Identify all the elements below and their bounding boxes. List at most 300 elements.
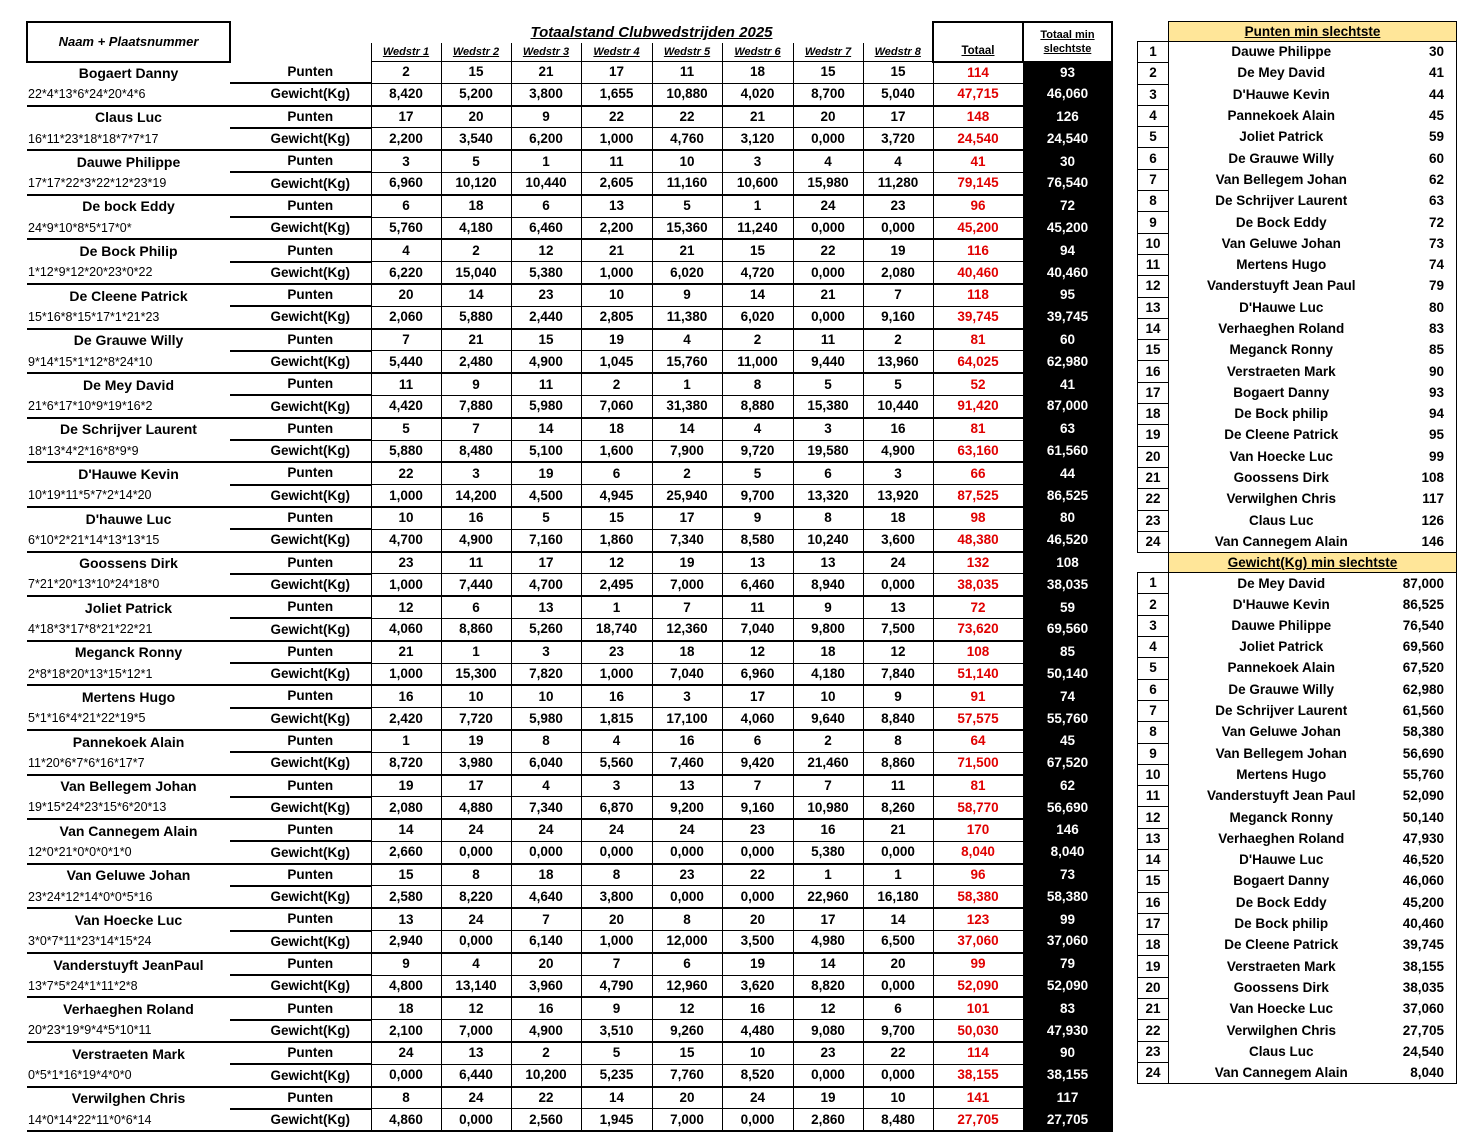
ranking-row bbox=[1138, 212, 1457, 233]
ranking-row bbox=[1138, 977, 1457, 998]
points-cell: 9 bbox=[652, 284, 722, 306]
page-title: Totaalstand Clubwedstrijden 2025 bbox=[530, 24, 773, 41]
ranking-position: 20 bbox=[1138, 446, 1169, 467]
ranking-position: 16 bbox=[1138, 892, 1169, 913]
points-cell: 19 bbox=[441, 730, 511, 752]
ranking-row bbox=[1138, 127, 1457, 148]
points-cell: 3 bbox=[511, 641, 581, 663]
weight-cell: 7,900 bbox=[652, 440, 722, 462]
ranking-position: 11 bbox=[1138, 786, 1169, 807]
points-cell: 4 bbox=[652, 329, 722, 351]
weight-cell: 8,580 bbox=[722, 529, 793, 551]
points-cell: 12 bbox=[441, 997, 511, 1019]
points-cell: 5 bbox=[581, 1042, 652, 1064]
points-cell: 18 bbox=[441, 195, 511, 217]
ranking-value: 74 bbox=[1388, 254, 1457, 275]
ranking-name: De Mey David bbox=[1169, 63, 1388, 84]
ranking-row bbox=[1138, 764, 1457, 785]
weight-cell: 0,000 bbox=[581, 841, 652, 863]
weight-cell: 11,380 bbox=[652, 306, 722, 328]
player-name: Verhaeghen Roland bbox=[63, 1001, 194, 1018]
weight-cell: 0,000 bbox=[863, 841, 933, 863]
ranking-position: 15 bbox=[1138, 871, 1169, 892]
ranking-value: 93 bbox=[1388, 382, 1457, 403]
points-cell: 24 bbox=[581, 819, 652, 841]
player-name: D'Hauwe Kevin bbox=[78, 465, 179, 482]
weight-cell: 7,040 bbox=[652, 663, 722, 685]
points-cell: 24 bbox=[511, 819, 581, 841]
weight-cell: 8,480 bbox=[863, 1109, 933, 1131]
weight-cell: 17,100 bbox=[652, 708, 722, 730]
player-weight-row bbox=[27, 931, 1112, 953]
points-min-worst: 72 bbox=[1023, 195, 1112, 217]
weight-cell: 0,000 bbox=[652, 841, 722, 863]
weight-cell: 7,820 bbox=[511, 663, 581, 685]
ranking-name: Van Bellegem Johan bbox=[1169, 743, 1388, 764]
points-cell: 3 bbox=[371, 150, 441, 172]
ranking-position: 12 bbox=[1138, 807, 1169, 828]
points-cell: 10 bbox=[371, 507, 441, 529]
player-points-row bbox=[27, 106, 1112, 128]
points-cell: 3 bbox=[863, 462, 933, 484]
weight-cell: 22,960 bbox=[793, 886, 863, 908]
weight-cell: 7,000 bbox=[652, 574, 722, 596]
player-weight-row bbox=[27, 306, 1112, 328]
weight-min-worst: 86,525 bbox=[1023, 485, 1112, 507]
points-min-worst: 99 bbox=[1023, 908, 1112, 930]
weight-cell: 4,945 bbox=[581, 485, 652, 507]
ranking-row bbox=[1138, 573, 1457, 594]
weight-total: 57,575 bbox=[933, 708, 1023, 730]
weight-cell: 15,380 bbox=[793, 395, 863, 417]
points-cell: 8 bbox=[652, 908, 722, 930]
points-cell: 4 bbox=[863, 150, 933, 172]
points-cell: 7 bbox=[581, 953, 652, 975]
points-total: 72 bbox=[933, 596, 1023, 618]
points-cell: 1 bbox=[793, 864, 863, 886]
ranking-name: Pannekoek Alain bbox=[1169, 658, 1388, 679]
ranking-value: 46,060 bbox=[1388, 871, 1457, 892]
weight-cell: 15,980 bbox=[793, 172, 863, 194]
player-places: 21*6*17*10*9*19*16*2 bbox=[27, 395, 230, 417]
points-cell: 6 bbox=[371, 195, 441, 217]
points-min-worst: 85 bbox=[1023, 641, 1112, 663]
points-total: 96 bbox=[933, 864, 1023, 886]
punten-label: Punten bbox=[230, 373, 371, 395]
points-cell: 13 bbox=[581, 195, 652, 217]
points-cell: 16 bbox=[793, 819, 863, 841]
ranking-row bbox=[1138, 743, 1457, 764]
points-cell: 8 bbox=[793, 507, 863, 529]
player-points-row bbox=[27, 997, 1112, 1019]
weight-cell: 0,000 bbox=[793, 128, 863, 150]
points-cell: 21 bbox=[511, 62, 581, 84]
player-name: Van Bellegem Johan bbox=[60, 778, 197, 795]
player-points-row bbox=[27, 864, 1112, 886]
ranking-value: 60 bbox=[1388, 148, 1457, 169]
weight-min-worst: 69,560 bbox=[1023, 618, 1112, 640]
points-cell: 5 bbox=[652, 195, 722, 217]
ranking-row bbox=[1138, 361, 1457, 382]
weight-min-worst: 46,060 bbox=[1023, 83, 1112, 105]
ranking-name: De Bock philip bbox=[1169, 404, 1388, 425]
points-cell: 3 bbox=[793, 418, 863, 440]
weight-cell: 5,880 bbox=[371, 440, 441, 462]
ranking-value: 52,090 bbox=[1388, 786, 1457, 807]
player-name: De Mey David bbox=[82, 376, 175, 393]
weight-cell: 6,220 bbox=[371, 262, 441, 284]
points-cell: 10 bbox=[863, 1087, 933, 1109]
weight-cell: 9,200 bbox=[652, 797, 722, 819]
weight-cell: 4,860 bbox=[371, 1109, 441, 1131]
ranking-value: 80 bbox=[1388, 297, 1457, 318]
points-cell: 13 bbox=[863, 596, 933, 618]
weight-cell: 8,840 bbox=[863, 708, 933, 730]
weight-cell: 3,720 bbox=[863, 128, 933, 150]
header-wedstr-7: Wedstr 7 bbox=[793, 43, 863, 62]
gewicht-label: Gewicht(Kg) bbox=[230, 395, 371, 417]
points-cell: 9 bbox=[722, 507, 793, 529]
points-min-worst: 79 bbox=[1023, 953, 1112, 975]
points-cell: 23 bbox=[581, 641, 652, 663]
weight-cell: 2,660 bbox=[371, 841, 441, 863]
player-weight-row bbox=[27, 574, 1112, 596]
punten-label: Punten bbox=[230, 62, 371, 84]
player-name: Joliet Patrick bbox=[84, 599, 173, 616]
points-cell: 22 bbox=[581, 106, 652, 128]
ranking-value: 8,040 bbox=[1388, 1062, 1457, 1083]
weight-cell: 4,790 bbox=[581, 975, 652, 997]
player-places: 11*20*6*7*6*16*17*7 bbox=[27, 752, 230, 774]
points-cell: 14 bbox=[652, 418, 722, 440]
points-cell: 5 bbox=[863, 373, 933, 395]
weight-cell: 4,180 bbox=[793, 663, 863, 685]
punten-label: Punten bbox=[230, 641, 371, 663]
weight-min-worst: 52,090 bbox=[1023, 975, 1112, 997]
weight-total: 47,715 bbox=[933, 83, 1023, 105]
weight-min-worst: 38,155 bbox=[1023, 1064, 1112, 1086]
weight-cell: 12,000 bbox=[652, 931, 722, 953]
punten-label: Punten bbox=[230, 953, 371, 975]
points-cell: 15 bbox=[722, 239, 793, 261]
points-cell: 2 bbox=[652, 462, 722, 484]
punten-label: Punten bbox=[230, 908, 371, 930]
player-points-row bbox=[27, 775, 1112, 797]
points-cell: 9 bbox=[581, 997, 652, 1019]
points-cell: 7 bbox=[511, 908, 581, 930]
points-cell: 22 bbox=[863, 1042, 933, 1064]
points-cell: 22 bbox=[371, 462, 441, 484]
player-weight-row bbox=[27, 663, 1112, 685]
player-points-row bbox=[27, 730, 1112, 752]
points-cell: 8 bbox=[441, 864, 511, 886]
points-cell: 14 bbox=[441, 284, 511, 306]
weight-cell: 5,980 bbox=[511, 395, 581, 417]
weight-cell: 3,120 bbox=[722, 128, 793, 150]
player-weight-row bbox=[27, 975, 1112, 997]
ranking-name: Van Cannegem Alain bbox=[1169, 531, 1388, 552]
points-cell: 15 bbox=[581, 507, 652, 529]
points-cell: 19 bbox=[371, 775, 441, 797]
weight-cell: 6,040 bbox=[511, 752, 581, 774]
ranking-name: De Mey David bbox=[1169, 573, 1388, 594]
weight-min-worst: 67,520 bbox=[1023, 752, 1112, 774]
ranking-name: Joliet Patrick bbox=[1169, 127, 1388, 148]
header-wedstr-5: Wedstr 5 bbox=[652, 43, 722, 62]
weight-cell: 4,900 bbox=[511, 351, 581, 373]
ranking-row bbox=[1138, 84, 1457, 105]
points-cell: 2 bbox=[722, 329, 793, 351]
weight-cell: 1,860 bbox=[581, 529, 652, 551]
points-cell: 15 bbox=[441, 62, 511, 84]
punten-label: Punten bbox=[230, 195, 371, 217]
gewicht-label: Gewicht(Kg) bbox=[230, 529, 371, 551]
weight-cell: 10,600 bbox=[722, 172, 793, 194]
standings-sheet bbox=[26, 21, 1113, 1132]
punten-label: Punten bbox=[230, 685, 371, 707]
ranking-value: 58,380 bbox=[1388, 722, 1457, 743]
weight-cell: 2,100 bbox=[371, 1020, 441, 1042]
ranking-position: 12 bbox=[1138, 276, 1169, 297]
weight-cell: 7,060 bbox=[581, 395, 652, 417]
player-weight-row bbox=[27, 172, 1112, 194]
ranking-value: 55,760 bbox=[1388, 764, 1457, 785]
ranking-name: Claus Luc bbox=[1169, 510, 1388, 531]
points-cell: 11 bbox=[581, 150, 652, 172]
player-points-row bbox=[27, 62, 1112, 84]
ranking-value: 45,200 bbox=[1388, 892, 1457, 913]
weight-cell: 2,805 bbox=[581, 306, 652, 328]
points-cell: 18 bbox=[722, 62, 793, 84]
points-cell: 4 bbox=[371, 239, 441, 261]
points-cell: 6 bbox=[511, 195, 581, 217]
ranking-position: 15 bbox=[1138, 340, 1169, 361]
points-cell: 14 bbox=[863, 908, 933, 930]
weight-cell: 1,000 bbox=[581, 128, 652, 150]
ranking-name: De Cleene Patrick bbox=[1169, 425, 1388, 446]
points-cell: 13 bbox=[441, 1042, 511, 1064]
points-cell: 1 bbox=[652, 373, 722, 395]
points-cell: 17 bbox=[652, 507, 722, 529]
weight-cell: 4,020 bbox=[722, 83, 793, 105]
player-places: 13*7*5*24*1*11*2*8 bbox=[27, 975, 230, 997]
points-cell: 20 bbox=[652, 1087, 722, 1109]
ranking-position: 10 bbox=[1138, 764, 1169, 785]
header-wedstr-2: Wedstr 2 bbox=[441, 43, 511, 62]
weight-total: 51,140 bbox=[933, 663, 1023, 685]
points-cell: 6 bbox=[652, 953, 722, 975]
weight-cell: 4,880 bbox=[441, 797, 511, 819]
punten-label: Punten bbox=[230, 997, 371, 1019]
player-points-row bbox=[27, 596, 1112, 618]
player-weight-row bbox=[27, 1020, 1112, 1042]
player-places: 7*21*20*13*10*24*18*0 bbox=[27, 574, 230, 596]
header-wedstr-1: Wedstr 1 bbox=[371, 43, 441, 62]
player-weight-row bbox=[27, 262, 1112, 284]
points-cell: 14 bbox=[793, 953, 863, 975]
header-totaal-min: Totaal min slechtste bbox=[1023, 22, 1112, 62]
player-weight-row bbox=[27, 618, 1112, 640]
ranking-name: Claus Luc bbox=[1169, 1041, 1388, 1062]
weight-cell: 5,880 bbox=[441, 306, 511, 328]
points-cell: 21 bbox=[863, 819, 933, 841]
points-cell: 19 bbox=[863, 239, 933, 261]
ranking-value: 79 bbox=[1388, 276, 1457, 297]
weight-total: 79,145 bbox=[933, 172, 1023, 194]
ranking-value: 47,930 bbox=[1388, 828, 1457, 849]
ranking-name: Verstraeten Mark bbox=[1169, 956, 1388, 977]
player-name: Verwilghen Chris bbox=[71, 1090, 186, 1107]
ranking-value: 40,460 bbox=[1388, 913, 1457, 934]
ranking-row bbox=[1138, 531, 1457, 552]
points-cell: 3 bbox=[652, 685, 722, 707]
weight-cell: 9,160 bbox=[863, 306, 933, 328]
points-cell: 19 bbox=[722, 953, 793, 975]
points-cell: 9 bbox=[441, 373, 511, 395]
points-cell: 4 bbox=[511, 775, 581, 797]
points-cell: 23 bbox=[793, 1042, 863, 1064]
ranking-value: 72 bbox=[1388, 212, 1457, 233]
gewicht-label: Gewicht(Kg) bbox=[230, 217, 371, 239]
weight-cell: 10,200 bbox=[511, 1064, 581, 1086]
points-total: 101 bbox=[933, 997, 1023, 1019]
weight-cell: 2,940 bbox=[371, 931, 441, 953]
ranking-value: 62,980 bbox=[1388, 679, 1457, 700]
weight-cell: 12,360 bbox=[652, 618, 722, 640]
player-name: Claus Luc bbox=[95, 109, 162, 126]
points-cell: 11 bbox=[371, 373, 441, 395]
points-total: 132 bbox=[933, 552, 1023, 574]
points-total: 64 bbox=[933, 730, 1023, 752]
weight-min-worst: 47,930 bbox=[1023, 1020, 1112, 1042]
points-cell: 23 bbox=[371, 552, 441, 574]
player-weight-row bbox=[27, 351, 1112, 373]
weight-cell: 7,000 bbox=[441, 1020, 511, 1042]
gewicht-label: Gewicht(Kg) bbox=[230, 663, 371, 685]
points-cell: 23 bbox=[863, 195, 933, 217]
weight-total: 52,090 bbox=[933, 975, 1023, 997]
points-cell: 18 bbox=[863, 507, 933, 529]
player-weight-row bbox=[27, 1064, 1112, 1086]
ranking-position: 13 bbox=[1138, 297, 1169, 318]
points-cell: 11 bbox=[863, 775, 933, 797]
ranking-position: 5 bbox=[1138, 127, 1169, 148]
weight-cell: 0,000 bbox=[722, 841, 793, 863]
gewicht-label: Gewicht(Kg) bbox=[230, 128, 371, 150]
points-cell: 15 bbox=[793, 62, 863, 84]
points-cell: 11 bbox=[511, 373, 581, 395]
points-min-worst: 41 bbox=[1023, 373, 1112, 395]
gewicht-label: Gewicht(Kg) bbox=[230, 1020, 371, 1042]
points-min-worst: 63 bbox=[1023, 418, 1112, 440]
ranking-position: 1 bbox=[1138, 573, 1169, 594]
points-cell: 14 bbox=[722, 284, 793, 306]
points-total: 108 bbox=[933, 641, 1023, 663]
gewicht-label: Gewicht(Kg) bbox=[230, 306, 371, 328]
weight-min-worst: 37,060 bbox=[1023, 931, 1112, 953]
punten-label: Punten bbox=[230, 819, 371, 841]
ranking-row bbox=[1138, 191, 1457, 212]
points-cell: 5 bbox=[371, 418, 441, 440]
ranking-value: 37,060 bbox=[1388, 999, 1457, 1020]
weight-cell: 1,600 bbox=[581, 440, 652, 462]
ranking-value: 63 bbox=[1388, 191, 1457, 212]
ranking-row bbox=[1138, 510, 1457, 531]
ranking-value: 24,540 bbox=[1388, 1041, 1457, 1062]
player-name: Vanderstuyft JeanPaul bbox=[53, 956, 204, 973]
player-places: 22*4*13*6*24*20*4*6 bbox=[27, 83, 230, 105]
player-name: De Cleene Patrick bbox=[69, 287, 188, 304]
weight-total: 39,745 bbox=[933, 306, 1023, 328]
points-cell: 21 bbox=[652, 239, 722, 261]
weight-total: 91,420 bbox=[933, 395, 1023, 417]
weight-cell: 5,100 bbox=[511, 440, 581, 462]
ranking-row bbox=[1138, 340, 1457, 361]
weight-cell: 4,500 bbox=[511, 485, 581, 507]
ranking-name: Meganck Ronny bbox=[1169, 340, 1388, 361]
ranking-position: 19 bbox=[1138, 425, 1169, 446]
ranking-row bbox=[1138, 297, 1457, 318]
gewicht-label: Gewicht(Kg) bbox=[230, 841, 371, 863]
points-total: 99 bbox=[933, 953, 1023, 975]
weight-cell: 3,980 bbox=[441, 752, 511, 774]
weight-cell: 4,900 bbox=[441, 529, 511, 551]
weight-cell: 2,060 bbox=[371, 306, 441, 328]
points-cell: 6 bbox=[863, 997, 933, 1019]
ranking-name: Goossens Dirk bbox=[1169, 977, 1388, 998]
player-weight-row bbox=[27, 83, 1112, 105]
player-weight-row bbox=[27, 752, 1112, 774]
weight-cell: 8,880 bbox=[722, 395, 793, 417]
weight-total: 45,200 bbox=[933, 217, 1023, 239]
points-cell: 18 bbox=[581, 418, 652, 440]
ranking-name: D'Hauwe Luc bbox=[1169, 297, 1388, 318]
weight-min-worst: 76,540 bbox=[1023, 172, 1112, 194]
weight-cell: 5,980 bbox=[511, 708, 581, 730]
weight-cell: 2,200 bbox=[581, 217, 652, 239]
weight-cell: 8,860 bbox=[863, 752, 933, 774]
weight-cell: 4,640 bbox=[511, 886, 581, 908]
weight-cell: 7,500 bbox=[863, 618, 933, 640]
player-points-row bbox=[27, 1087, 1112, 1109]
player-points-row bbox=[27, 908, 1112, 930]
weight-min-worst: 61,560 bbox=[1023, 440, 1112, 462]
weight-min-worst: 8,040 bbox=[1023, 841, 1112, 863]
ranking-row bbox=[1138, 849, 1457, 870]
player-places: 20*23*19*9*4*5*10*11 bbox=[27, 1020, 230, 1042]
points-cell: 24 bbox=[441, 908, 511, 930]
ranking-row bbox=[1138, 1062, 1457, 1083]
ranking-name: Verhaeghen Roland bbox=[1169, 828, 1388, 849]
player-weight-row bbox=[27, 797, 1112, 819]
punten-label: Punten bbox=[230, 418, 371, 440]
ranking-row bbox=[1138, 658, 1457, 679]
weight-cell: 5,380 bbox=[511, 262, 581, 284]
ranking-row bbox=[1138, 404, 1457, 425]
points-cell: 9 bbox=[511, 106, 581, 128]
weight-cell: 15,360 bbox=[652, 217, 722, 239]
points-cell: 15 bbox=[371, 864, 441, 886]
weight-cell: 7,340 bbox=[511, 797, 581, 819]
header-wedstr-3: Wedstr 3 bbox=[511, 43, 581, 62]
ranking-value: 61,560 bbox=[1388, 700, 1457, 721]
points-cell: 12 bbox=[511, 239, 581, 261]
ranking-row bbox=[1138, 935, 1457, 956]
points-cell: 10 bbox=[511, 685, 581, 707]
weight-min-worst: 58,380 bbox=[1023, 886, 1112, 908]
weight-total: 87,525 bbox=[933, 485, 1023, 507]
ranking-position: 22 bbox=[1138, 489, 1169, 510]
